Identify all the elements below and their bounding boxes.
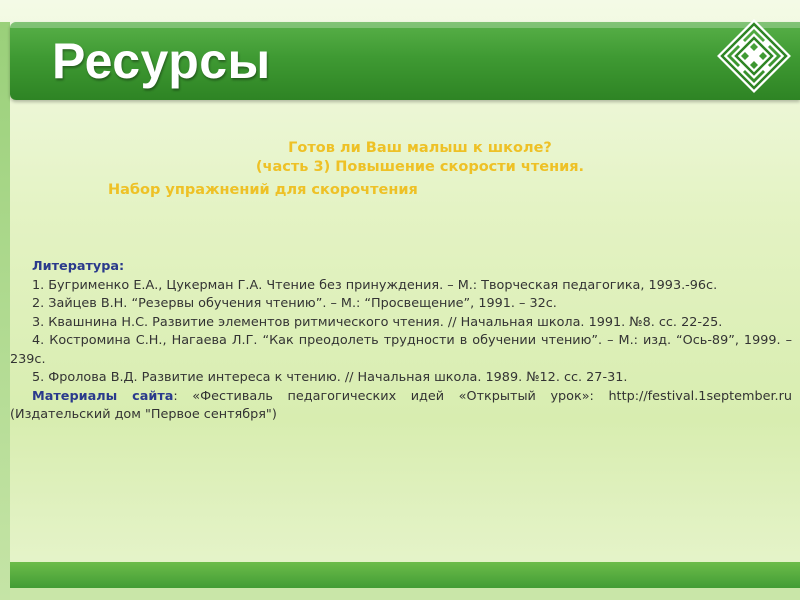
resource-line-3 [70, 180, 800, 200]
bottom-decor-strip [10, 562, 800, 590]
literature-item: 1. Бугрименко Е.А., Цукерман Г.А. Чтение без принуждения. – М.: Творческая педагогика, 1993.-96с. [32, 277, 718, 293]
site-materials [10, 388, 792, 425]
literature-item: 3. Квашнина Н.С. Развитие элементов ритмического чтения. // Начальная школа. 1991. №8. сс. 22-25. [32, 314, 723, 330]
slide-title: Ресурсы [52, 33, 271, 89]
site-materials-label: Материалы сайта [32, 388, 174, 404]
literature-item: 4. Костромина С.Н., Нагаева Л.Г. “Как преодолеть трудности в обучении чтению”. – М.: изд. “Ось-89”, 1999. – 239с. [10, 333, 792, 367]
site-materials-text[interactable]: : «Фестиваль педагогических идей «Открытый урок»: http://festival.1september.ru (Издательский дом "Первое сентября") [10, 388, 792, 422]
literature-block [10, 258, 792, 425]
literature-item: 2. Зайцев В.Н. “Резервы обучения чтению”. – М.: “Просвещение”, 1991. – 32с. [32, 296, 557, 311]
woven-square-logo-icon [716, 18, 792, 94]
literature-item: 5. Фролова В.Д. Развитие интереса к чтению. // Начальная школа. 1989. №12. сс. 27-31. [32, 370, 628, 385]
left-decor-strip [0, 22, 10, 600]
resource-line-2: (часть 3) Повышение скорости чтения. [255, 159, 585, 175]
bottom-decor-strip-light [10, 588, 800, 600]
literature-heading: Литература: [32, 259, 125, 274]
resource-line-3-text: Набор упражнений для скорочтения [108, 182, 418, 198]
resource-line-1: Готов ли Ваш малыш к школе? [288, 140, 552, 156]
